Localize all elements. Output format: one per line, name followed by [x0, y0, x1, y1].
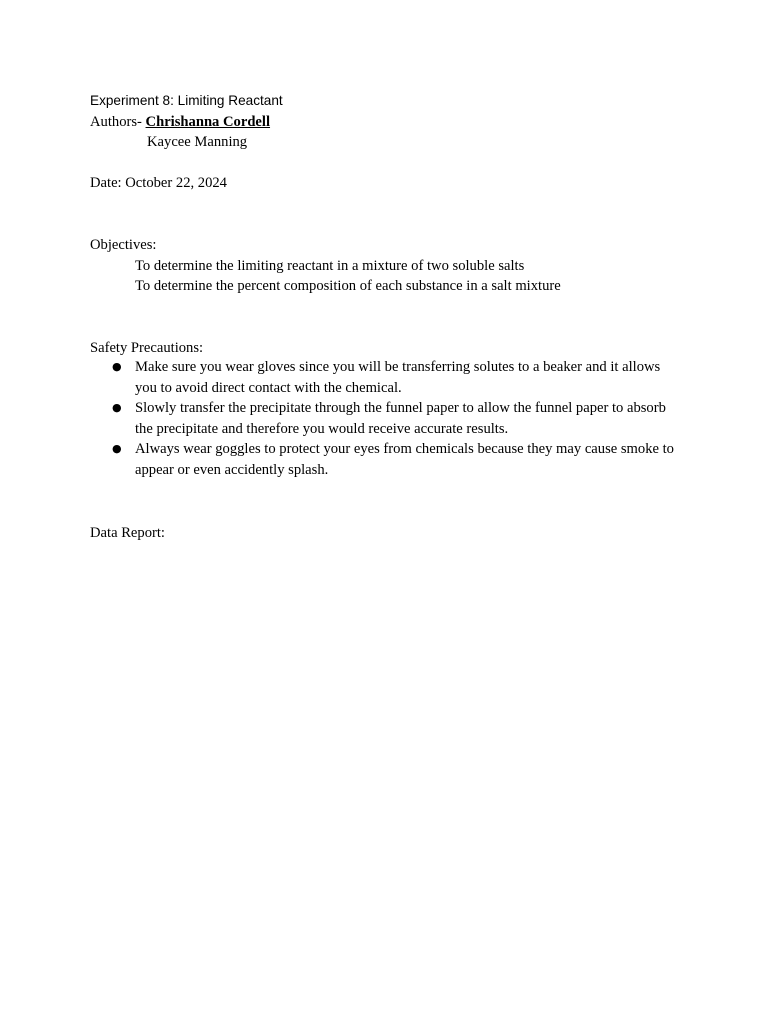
safety-list: [108, 357, 708, 480]
objective-item: To determine the limiting reactant in a mixture of two soluble salts: [135, 258, 525, 274]
authors-label: Authors-: [90, 114, 142, 130]
authors-line: [90, 112, 270, 132]
safety-item-text: Make sure you wear gloves since you will be transferring solutes to a beaker and it allows you to avoid direct contact with the chemical.: [135, 359, 661, 396]
safety-heading: Safety Precautions:: [90, 340, 204, 356]
date-line: Date: October 22, 2024: [90, 175, 227, 191]
document-title: Experiment 8: Limiting Reactant: [90, 93, 283, 108]
data-report-heading: Data Report:: [90, 525, 165, 541]
author-primary: Chrishanna Cordell: [145, 114, 271, 130]
bullet-icon: ●: [112, 442, 122, 455]
objectives-heading: Objectives:: [90, 237, 157, 253]
safety-item-text: Always wear goggles to protect your eyes from chemicals because they may cause smoke to appear or even accidently splash.: [135, 441, 674, 478]
safety-item: [108, 357, 680, 398]
safety-item: [108, 439, 680, 480]
safety-item-text: Slowly transfer the precipitate through the funnel paper to allow the funnel paper to absorb the precipitate and therefore you would receive accurate results.: [135, 400, 666, 437]
author-secondary: Kaycee Manning: [147, 134, 248, 150]
safety-item: [108, 398, 680, 439]
objective-item: To determine the percent composition of each substance in a salt mixture: [135, 278, 561, 294]
bullet-icon: ●: [112, 401, 122, 414]
bullet-icon: ●: [112, 360, 122, 373]
